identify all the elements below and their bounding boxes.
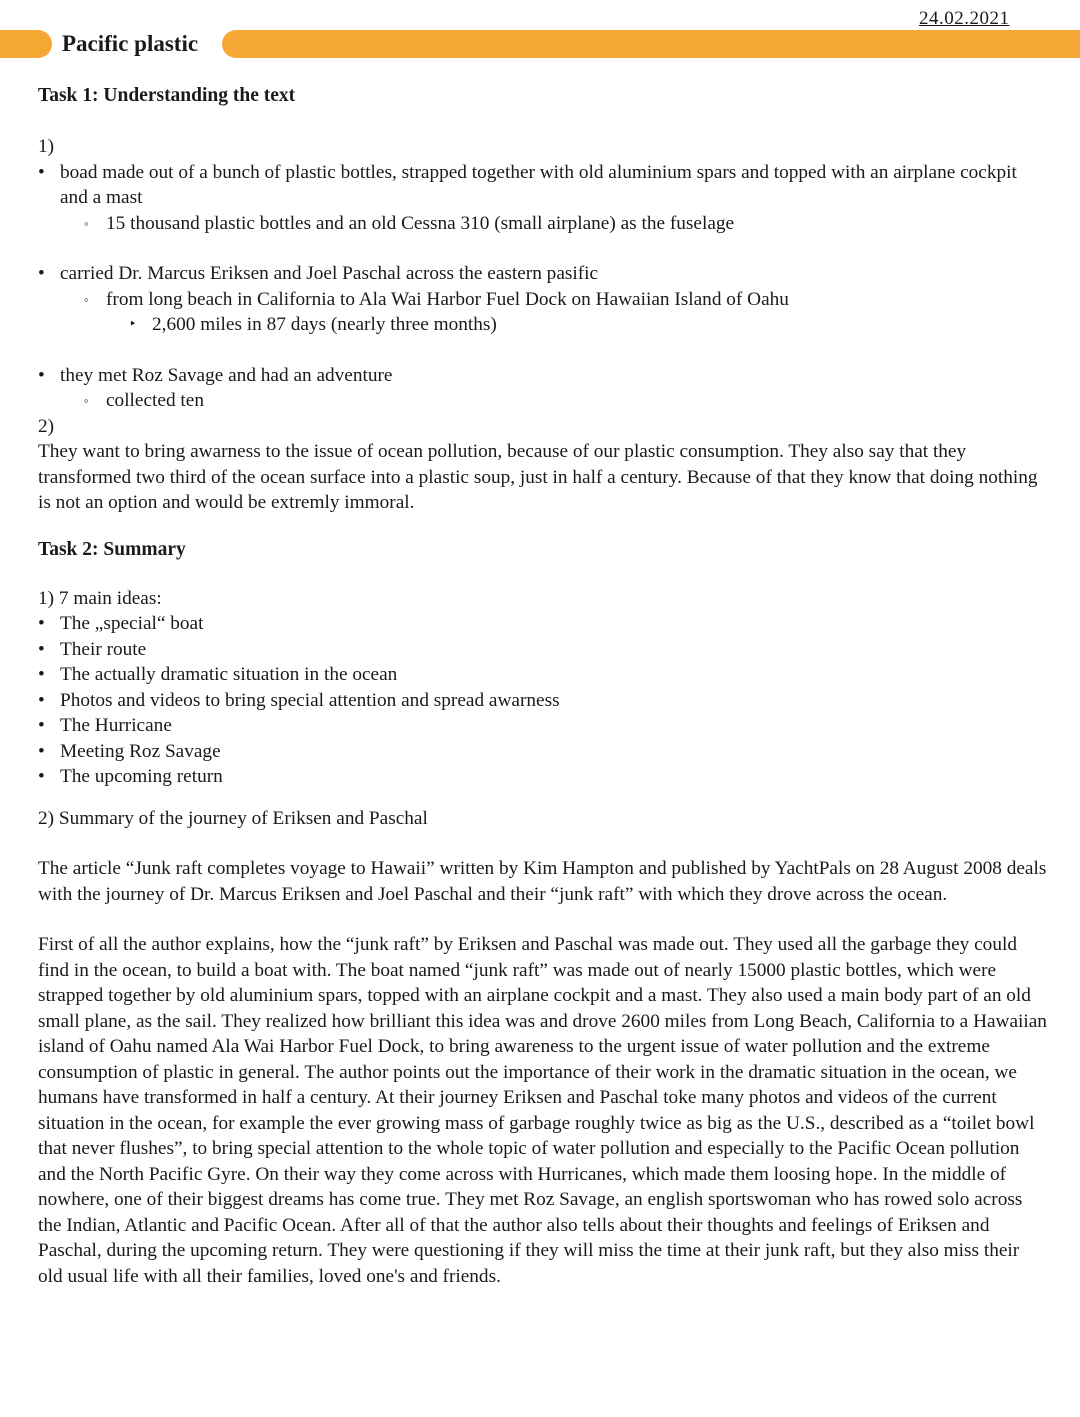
- date: 24.02.2021: [919, 8, 1010, 29]
- list-item: [38, 637, 1048, 663]
- list-item: [38, 312, 1048, 338]
- list-item-text: Meeting Roz Savage: [60, 740, 221, 762]
- list-item-text: carried Dr. Marcus Eriksen and Joel Paschal across the eastern pasific: [60, 263, 599, 284]
- list-item-text: they met Roz Savage and had an adventure: [60, 364, 393, 386]
- hollow-bullet-icon: ◦: [84, 215, 89, 231]
- list-item-text: collected ten: [106, 390, 204, 411]
- bullet-icon: •: [38, 689, 45, 711]
- list-item-text: The upcoming return: [60, 766, 223, 787]
- list-item-text: The actually dramatic situation in the ocean: [60, 664, 398, 685]
- bullet-icon: •: [38, 740, 45, 762]
- main-ideas-list: [38, 611, 1048, 790]
- triangle-bullet-icon: ‣: [129, 316, 137, 331]
- document-body: [38, 82, 1048, 1289]
- list-item: [38, 287, 1048, 313]
- list-item: [38, 388, 1048, 414]
- list-item: [38, 160, 1048, 211]
- list-item-text: from long beach in California to Ala Wai Harbor Fuel Dock on Hawaiian Island of Oahu: [106, 288, 789, 310]
- list-item: [38, 261, 1048, 287]
- bullet-icon: •: [38, 364, 45, 386]
- bullet-icon: •: [38, 638, 45, 660]
- bullet-icon: •: [38, 263, 45, 284]
- summary-paragraph: The article “Junk raft completes voyage to Hawaii” written by Kim Hampton and published by YachtPals on 28 August 2008 deals with the journey of Dr. Marcus Eriksen and Joel Paschal and their “junk raft” with which they drove across the ocean.: [38, 858, 1047, 905]
- q1-answer-list: [38, 160, 1048, 414]
- list-item-text: Photos and videos to bring special attention and spread awarness: [60, 689, 560, 711]
- task1-heading: Task 1: Understanding the text: [38, 85, 296, 106]
- task2-heading: Task 2: Summary: [38, 538, 186, 560]
- bullet-icon: •: [38, 766, 45, 787]
- list-item-text: boad made out of a bunch of plastic bottles, strapped together with old aluminium spars and topped with an airplane cockpit and a mast: [60, 161, 1017, 208]
- document-title: Pacific plastic: [62, 31, 199, 56]
- list-item-text: The Hurricane: [60, 715, 172, 736]
- list-item: [38, 739, 1048, 765]
- title-bar-left-accent: [0, 30, 52, 58]
- list-item: [38, 363, 1048, 389]
- q1-label: 1): [38, 136, 55, 157]
- q2-answer: They want to bring awarness to the issue of ocean pollution, because of our plastic consumption. They also say that they transformed two third of the ocean surface into a plastic soup, just in half a century. Because of that they know that doing nothing is not an option and would be extremly immoral.: [38, 441, 1038, 513]
- list-item-text: The „special“ boat: [60, 613, 204, 634]
- list-item: [38, 662, 1048, 688]
- hollow-bullet-icon: ◦: [84, 393, 89, 408]
- list-item-text: 15 thousand plastic bottles and an old Cessna 310 (small airplane) as the fuselage: [106, 212, 735, 234]
- bullet-icon: •: [38, 613, 45, 634]
- list-item: [38, 764, 1048, 790]
- title-bar-right-accent: [222, 30, 1080, 58]
- list-item: [38, 211, 1048, 237]
- main-ideas-label: 1) 7 main ideas:: [38, 587, 162, 609]
- summary-paragraph: First of all the author explains, how the “junk raft” by Eriksen and Paschal was made out. They used all the garbage they could find in the ocean, to build a boat with. The boat named “junk raft” was made out of nearly 15000 plastic bottles, which were strapped together by old aluminium spars, topped with an airplane cockpit and a mast. They also used a main body part of an old small plane, as the sail. They realized how brilliant this idea was and drove 2600 miles from Long Beach, California to a Hawaiian island of Oahu named Ala Wai Harbor Fuel Dock, to bring awareness to the urgent issue of water pollution and the extreme consumption of plastic in general. The author points out the importance of their work in the dramatic situation in the ocean, we humans have transformed in half a century. At their journey Eriksen and Paschal toke many photos and videos of the current situation in the ocean, for example the ever growing mass of garbage roughly twice as big as the U.S., described as a “toilet bowl that never flushes”, to bring special attention to the whole topic of water pollution and especially to the Pacific Ocean pollution and the North Pacific Gyre. On their way they come across with Hurricanes, which made them loosing hope. In the middle of nowhere, one of their biggest dreams has come true. They met Roz Savage, an english sportswoman who has rowed solo across the Indian, Atlantic and Pacific Ocean. After all of that the author also tells about their thoughts and feelings of Eriksen and Paschal, during the upcoming return. They were questioning if they will miss the time at their junk raft, but they also miss their old usual life with all their families, loved one's and friends.: [38, 934, 1047, 1287]
- bullet-icon: •: [38, 715, 45, 736]
- hollow-bullet-icon: ◦: [84, 291, 89, 307]
- bullet-icon: •: [38, 664, 45, 685]
- title-bar: [0, 30, 1080, 58]
- list-item: [38, 611, 1048, 637]
- list-item: [38, 688, 1048, 714]
- summary-label: 2) Summary of the journey of Eriksen and Paschal: [38, 807, 428, 829]
- list-item-text: 2,600 miles in 87 days (nearly three months): [152, 314, 497, 335]
- list-item: [38, 713, 1048, 739]
- q2-label: 2): [38, 415, 55, 437]
- bullet-icon: •: [38, 161, 45, 183]
- list-item-text: Their route: [60, 638, 147, 660]
